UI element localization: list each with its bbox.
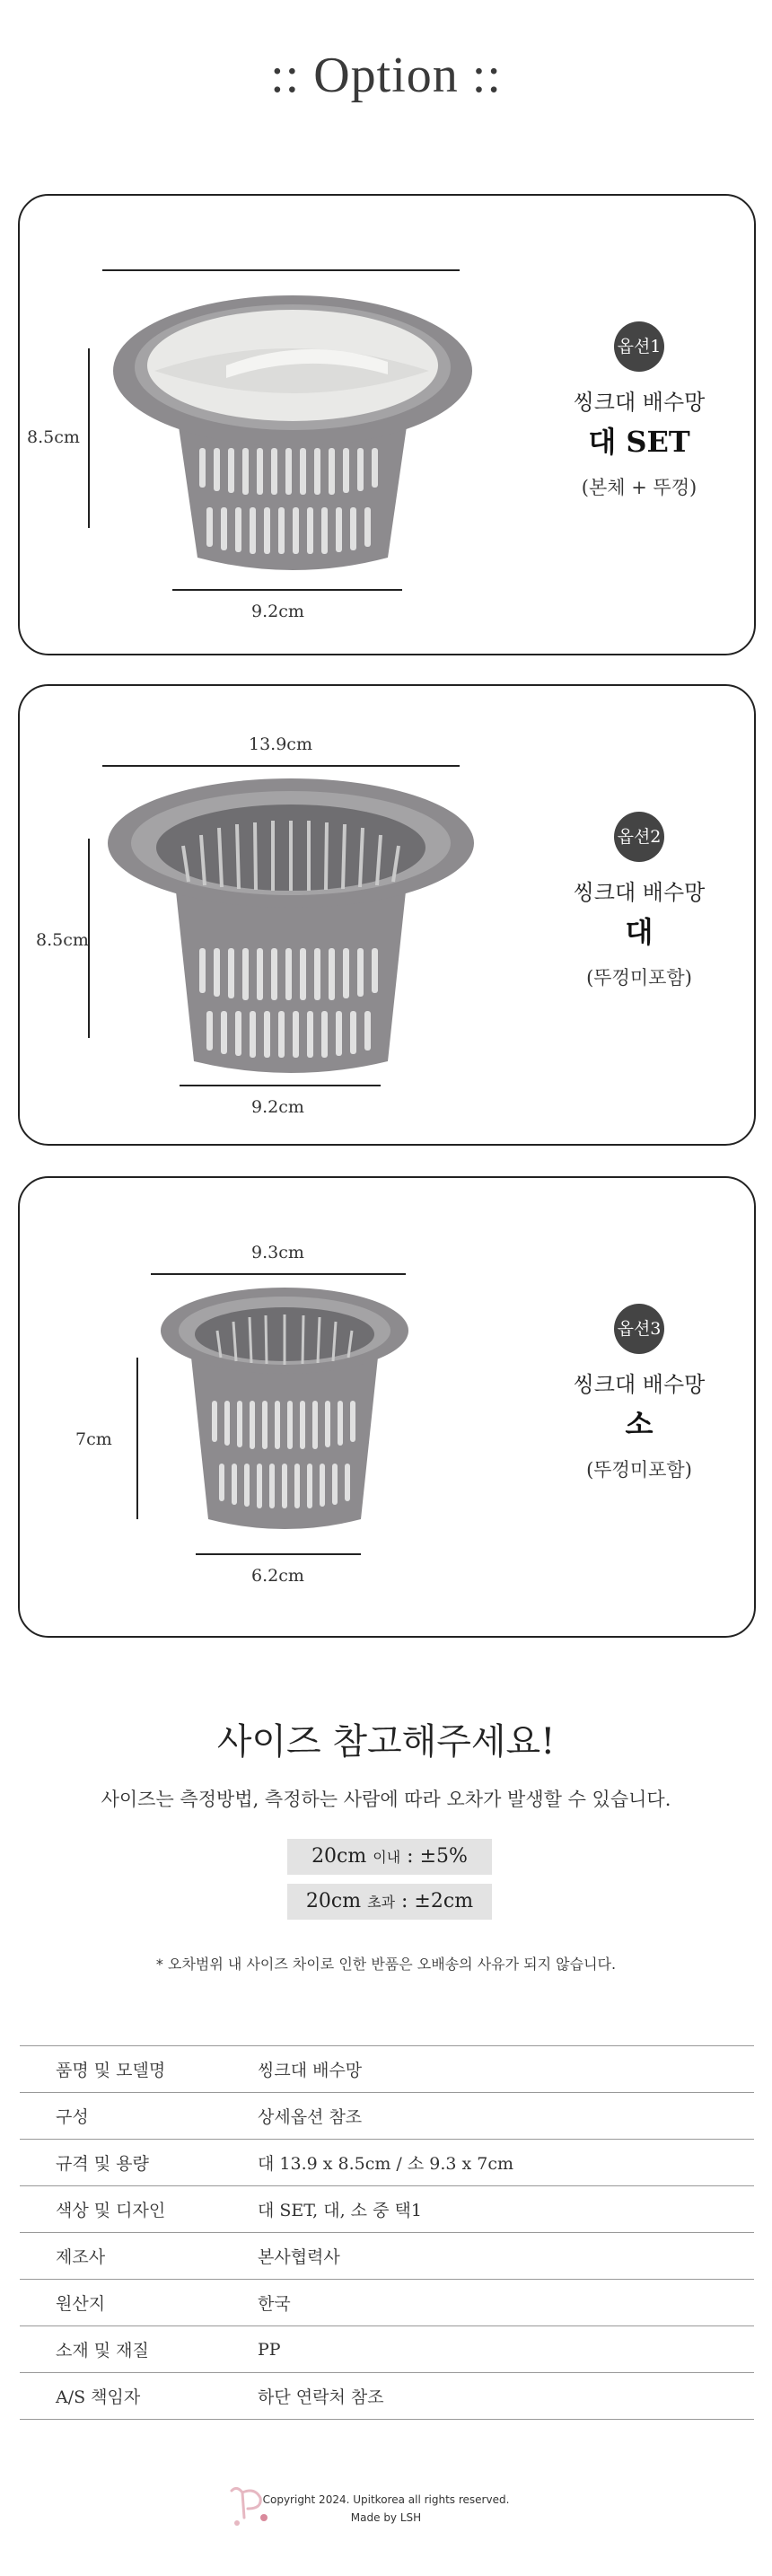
option-badge: 옵션3	[614, 1304, 664, 1354]
tolerance-pill-under-20cm	[287, 1839, 492, 1875]
pill-condition: 초과	[367, 1894, 396, 1911]
option-product-name: 씽크대 배수망	[573, 390, 706, 415]
spec-key: 원산지	[56, 2294, 106, 2314]
product-spec-table	[20, 2045, 754, 2420]
dimension-diameter-label: 13.9cm	[249, 734, 312, 754]
dimension-width-label: 6.2cm	[251, 1566, 304, 1586]
dimension-line-top	[102, 269, 460, 271]
table-row	[20, 2280, 754, 2326]
pill-size: 20cm	[305, 1890, 362, 1912]
table-row	[20, 2140, 754, 2186]
spec-key: 규격 및 용량	[56, 2154, 149, 2174]
size-section-title: 사이즈 참고해주세요!	[216, 1721, 556, 1763]
dimension-height-label: 8.5cm	[27, 427, 80, 447]
made-by-text: Made by LSH	[350, 2511, 422, 2524]
size-section-subtitle: 사이즈는 측정방법, 측정하는 사람에 따라 오차가 발생할 수 있습니다.	[101, 1789, 671, 1810]
table-row	[20, 2326, 754, 2373]
spec-key: 제조사	[56, 2247, 106, 2267]
option-product-name: 씽크대 배수망	[573, 1372, 706, 1397]
copyright-text: Copyright 2024. Upitkorea all rights reserved.	[262, 2493, 510, 2506]
option-note: (뚜껑미포함)	[586, 967, 692, 989]
pill-tolerance: : ±2cm	[401, 1890, 474, 1912]
spec-key: 소재 및 재질	[56, 2341, 149, 2361]
spec-value: 한국	[258, 2294, 291, 2314]
dimension-height-label: 7cm	[75, 1429, 112, 1449]
dimension-line-left	[136, 1358, 138, 1519]
spec-value: 씽크대 배수망	[258, 2061, 363, 2080]
drain-basket-small-image	[154, 1284, 415, 1544]
option-badge: 옵션2	[614, 812, 664, 862]
option-size: 대 SET	[588, 425, 690, 459]
dimension-line-left	[88, 348, 90, 528]
spec-key: A/S 책임자	[56, 2387, 141, 2407]
dimension-width-label: 9.2cm	[251, 602, 304, 621]
spec-key: 구성	[56, 2107, 89, 2127]
spec-value: 본사협력사	[258, 2247, 340, 2267]
option-product-name: 씽크대 배수망	[573, 880, 706, 905]
option-size: 소	[625, 1407, 654, 1441]
dimension-diameter-label: 9.3cm	[251, 1243, 304, 1262]
dimension-line-top	[151, 1273, 406, 1275]
dimension-width-label: 9.2cm	[251, 1097, 304, 1117]
spec-value: 대 13.9 x 8.5cm / 소 9.3 x 7cm	[258, 2154, 513, 2174]
pill-condition: 이내	[373, 1849, 401, 1866]
option-card-1[interactable]	[18, 194, 756, 655]
page-title: :: Option ::	[270, 48, 502, 103]
spec-key: 색상 및 디자인	[56, 2201, 166, 2220]
table-row	[20, 2373, 754, 2420]
option-card-3[interactable]	[18, 1176, 756, 1638]
option-card-2[interactable]	[18, 684, 756, 1146]
dimension-line-top	[102, 765, 460, 767]
spec-value: 하단 연락처 참조	[258, 2387, 384, 2407]
tolerance-pill-over-20cm	[287, 1884, 492, 1920]
return-policy-note: * 오차범위 내 사이즈 차이로 인한 반품은 오배송의 사유가 되지 않습니다.	[155, 1956, 617, 1973]
table-row	[20, 2093, 754, 2140]
option-size: 대	[625, 915, 654, 949]
option-info	[504, 812, 772, 990]
pill-tolerance: : ±5%	[407, 1845, 468, 1868]
table-row	[20, 2046, 754, 2093]
table-row	[20, 2186, 754, 2233]
option-note: (본체 + 뚜껑)	[581, 477, 697, 498]
drain-basket-with-lid-image	[92, 272, 487, 595]
footer	[0, 2491, 772, 2527]
option-badge: 옵션1	[614, 321, 664, 372]
option-info	[504, 1304, 772, 1482]
dimension-line-bottom	[196, 1553, 361, 1555]
drain-basket-large-image	[102, 776, 479, 1086]
spec-value: 대 SET, 대, 소 중 택1	[258, 2201, 422, 2220]
pill-size: 20cm	[311, 1845, 367, 1868]
table-row	[20, 2233, 754, 2280]
option-note: (뚜껑미포함)	[586, 1459, 692, 1481]
spec-key: 품명 및 모델명	[56, 2061, 166, 2080]
spec-value: 상세옵션 참조	[258, 2107, 363, 2127]
option-info	[504, 321, 772, 500]
spec-value: PP	[258, 2339, 281, 2360]
dimension-height-label: 8.5cm	[36, 930, 89, 950]
